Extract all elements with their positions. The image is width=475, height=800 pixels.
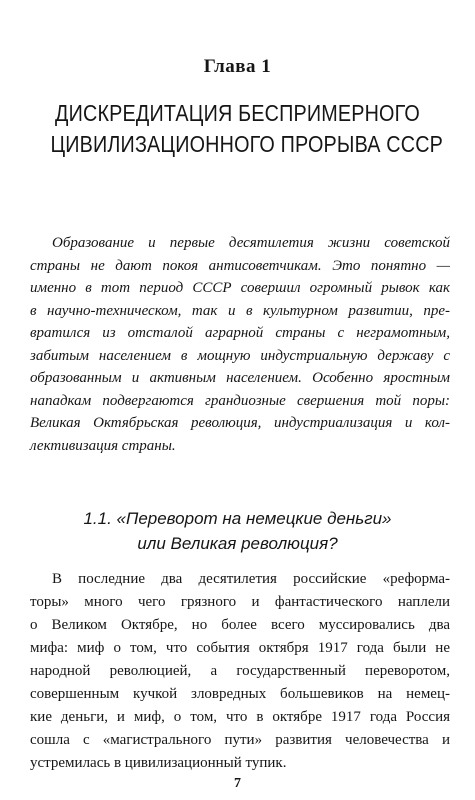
body-line: о Великом Октябре, но более всего муссировались два bbox=[30, 617, 450, 633]
abstract-line: забитым населением в мощную индустриальную державу с bbox=[30, 347, 450, 364]
abstract-line: вратился из отсталой аграрной страны с неграмотным, bbox=[30, 325, 450, 341]
abstract-line: образованным и активным населением. Особенно яростным bbox=[30, 370, 450, 386]
section-heading-line: 1.1. «Переворот на немецкие деньги» bbox=[83, 509, 392, 528]
body-line: сошла с «магистрального пути» развития человечества и bbox=[30, 732, 450, 748]
body-line: мифа: миф о том, что события октября 1917 года были не bbox=[30, 640, 450, 656]
body-paragraph bbox=[30, 568, 450, 775]
section-heading-line: или Великая революция? bbox=[137, 534, 338, 553]
chapter-abstract bbox=[30, 232, 450, 457]
abstract-line: в научно-техническом, так и в культурном развитии, пре- bbox=[30, 302, 450, 319]
abstract-line: страны не дают покоя антисоветчикам. Это понятно — bbox=[30, 257, 450, 274]
abstract-line: именно в тот период СССР совершил огромный рывок как bbox=[30, 280, 450, 296]
chapter-title bbox=[50, 98, 444, 160]
abstract-line: Образование и первые десятилетия жизни советской bbox=[52, 235, 450, 251]
abstract-line: лективизация страны. bbox=[30, 437, 176, 454]
body-line: совершенным кучкой зловредных большевиков на немец- bbox=[30, 686, 450, 702]
abstract-line: Великая Октябрьская революция, индустриализация и кол- bbox=[30, 415, 450, 431]
chapter-title-line: ЦИВИЛИЗАЦИОННОГО ПРОРЫВА СССР bbox=[50, 131, 444, 157]
section-heading bbox=[20, 506, 455, 556]
abstract-line: нападкам подвергаются грандиозные свершения той поры: bbox=[30, 392, 450, 409]
page-number: 7 bbox=[234, 776, 241, 791]
chapter-title-line: ДИСКРЕДИТАЦИЯ БЕСПРИМЕРНОГО bbox=[55, 100, 420, 126]
body-line: устремилась в цивилизационный тупик. bbox=[30, 755, 287, 771]
body-line: В последние два десятилетия российские «реформа- bbox=[52, 571, 450, 587]
body-line: народной революцией, а государственный переворотом, bbox=[30, 663, 450, 679]
body-line: торы» много чего грязного и фантастического наплели bbox=[30, 594, 450, 610]
chapter-label: Глава 1 bbox=[203, 56, 272, 77]
body-line: кие деньги, и миф, о том, что в октябре 1917 года Россия bbox=[30, 709, 450, 725]
